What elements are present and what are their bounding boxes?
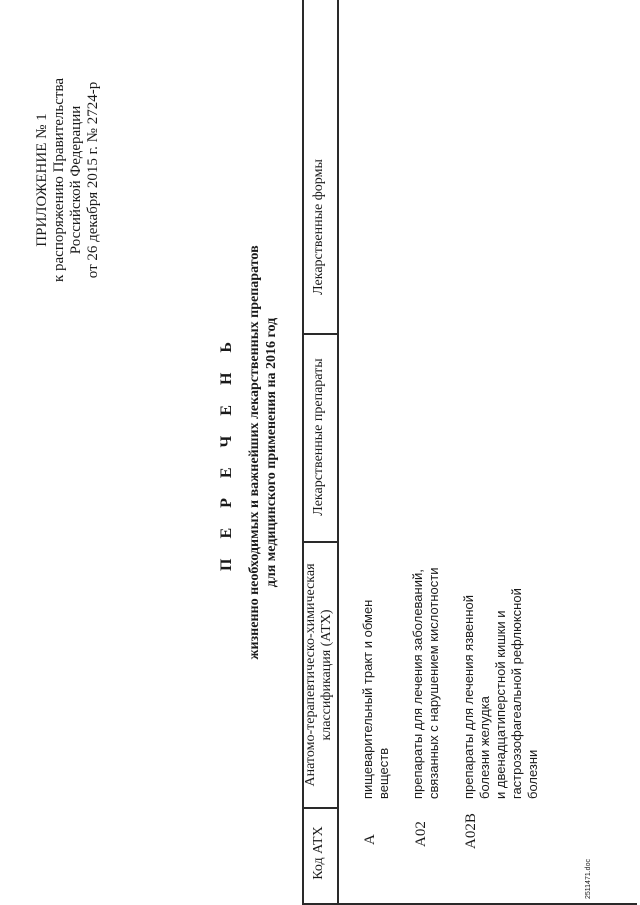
header-drugs: Лекарственные препараты: [311, 358, 326, 516]
column-divider: [302, 808, 337, 810]
document-subtitle: [246, 0, 280, 905]
row-a-name-line: пищеварительный тракт и обмен: [360, 599, 375, 799]
header-atc-line-1: Анатомо-терапевтическо-химическая: [303, 563, 318, 787]
document-reference: 2511471.doc: [585, 859, 592, 899]
row-a-code: A: [362, 834, 378, 845]
appendix-title: ПРИЛОЖЕНИЕ № 1: [34, 113, 50, 247]
header-atc: [303, 545, 335, 805]
subtitle-line-1: жизненно необходимых и важнейших лекарственных препаратов: [247, 245, 262, 660]
row-a02b-name-line: гастроэзофагеальной рефлюксной: [509, 588, 524, 799]
subtitle-line-2: для медицинского применения на 2016 год: [264, 317, 279, 588]
row-a02-name-line: препараты для лечения заболеваний,: [410, 569, 425, 799]
row-a02b-code: A02B: [463, 813, 479, 849]
column-divider: [302, 334, 337, 336]
document-title: П Е Р Е Ч Е Н Ь: [218, 334, 235, 571]
row-a02b-name-line: болезни желудка: [477, 696, 492, 799]
row-a02b-name: [461, 588, 541, 799]
header-code: Код АТХ: [311, 826, 326, 880]
row-a-name-line: веществ: [376, 747, 391, 799]
row-a02b-name-line: и двенадцатиперстной кишки и: [493, 610, 508, 799]
appendix-line-2: Российской Федерации: [68, 105, 84, 255]
row-a02b-name-line: препараты для лечения язвенной: [461, 595, 476, 799]
header-bottom-border: [337, 0, 339, 905]
row-a02-code: A02: [413, 821, 429, 847]
row-a02-name: [410, 568, 442, 800]
column-divider: [302, 542, 337, 544]
header-atc-line-2: классификация (АТХ): [319, 609, 334, 741]
header-forms: Лекарственные формы: [311, 159, 326, 295]
row-a02b-name-line: болезни: [525, 749, 540, 799]
appendix-line-1: к распоряжению Правительства: [51, 78, 67, 283]
appendix-line-3: от 26 декабря 2015 г. № 2724-р: [85, 81, 101, 279]
appendix-header: [34, 15, 102, 345]
row-a-name: [360, 600, 392, 799]
row-a02-name-line: связанных с нарушением кислотности: [426, 567, 441, 799]
